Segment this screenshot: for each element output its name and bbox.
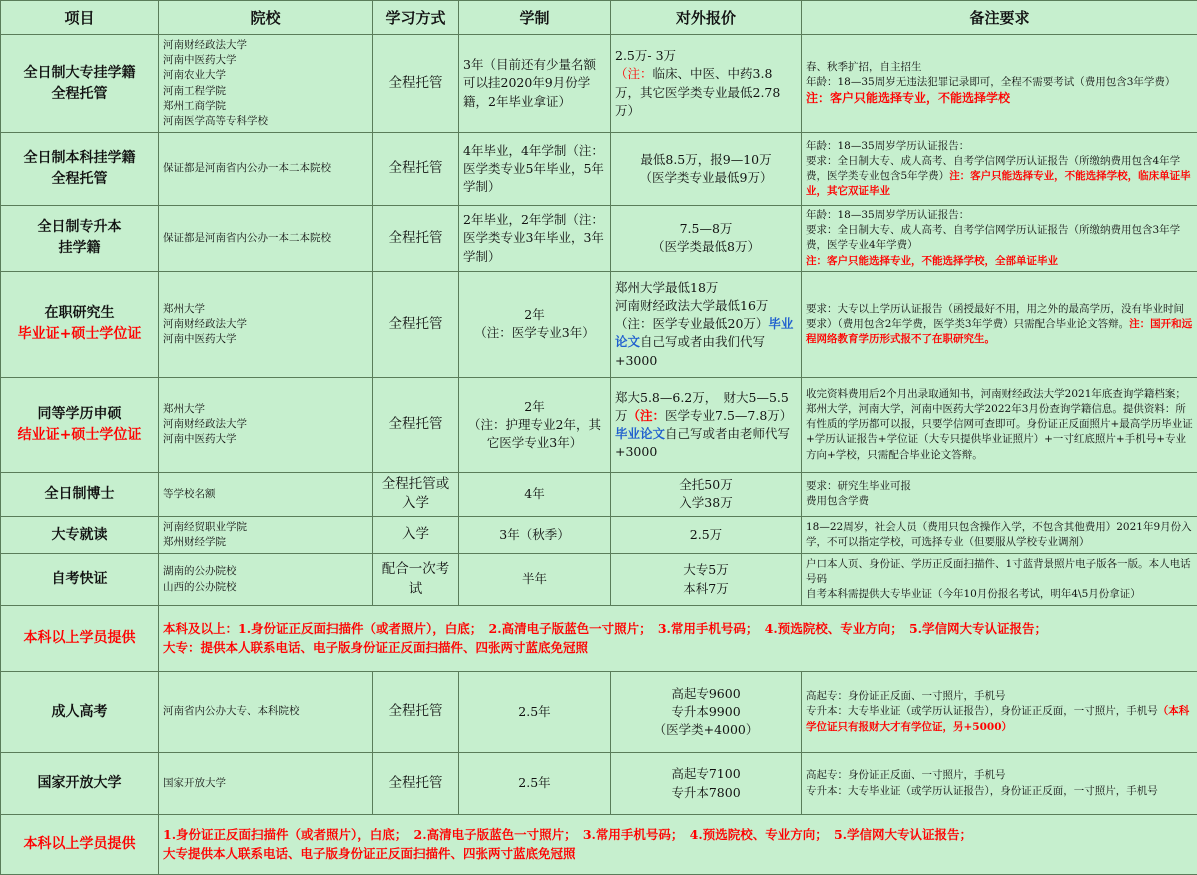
note-line: 年龄：18—35周岁学历认证报告： [806, 139, 1193, 154]
notes-cell: 收完资料费用后2个月出录取通知书，河南财经政法大学2021年底查询学籍档案；郑州大学，河南大学，河南中医药大学2022年3月份查询学籍信息。提供资料：所有性质的学历都可以报，只要学信网可查即可。身份证正反面照片+最高学历毕业证+学历认证报告+学位证（大专只提供毕业证照片）+一寸红底照片+手机号+专业方向+学校，只需配合毕业论文答辩。 [802, 377, 1197, 472]
project-cell: 自考快证 [1, 554, 159, 606]
requirements-line: 大专提供本人联系电话、电子版身份证正反面扫描件、四张两寸蓝底免冠照 [163, 845, 1193, 863]
school-item: 河南财经政法大学 [163, 317, 368, 332]
header-notes: 备注要求 [802, 1, 1197, 35]
schools-cell: 国家开放大学 [159, 753, 373, 815]
project-cell: 全日制博士 [1, 472, 159, 516]
note-line: 自考本科需提供大专毕业证（今年10月份报名考试，明年4\5月份拿证） [806, 587, 1193, 602]
table-row [1, 271, 1197, 377]
project-line: 同等学历申硕 [5, 404, 154, 425]
price-line: 郑州大学最低18万 [615, 279, 797, 297]
table-row [1, 472, 1197, 516]
schools-cell [159, 517, 373, 554]
school-item: 郑州财经学院 [163, 535, 368, 550]
notes-cell [802, 753, 1197, 815]
note-line: 要求：全日制大专、成人高考、自考学信网学历认证报告（所缴纳费用包含3年学费，医学专业4年学费） [806, 223, 1193, 253]
note-red: （本科学位证只有报财大才有学位证，另+5000） [806, 705, 1189, 732]
price-note: 医学专业7.5—7.8万） [665, 408, 792, 423]
school-item: 郑州大学 [163, 402, 368, 417]
method-cell: 全程托管 [373, 271, 459, 377]
notes-cell [802, 271, 1197, 377]
school-item: 河南经贸职业学院 [163, 520, 368, 535]
note-line: 专升本：大专毕业证（或学历认证报告），身份证正反面，一寸照片，手机号 [806, 705, 1158, 717]
price-line: 本科7万 [615, 580, 797, 598]
method-cell: 全程托管 [373, 206, 459, 272]
project-line: 全程托管 [5, 169, 154, 190]
requirements-line: 大专：提供本人联系电话、电子版身份证正反面扫描件、四张两寸蓝底免冠照 [163, 639, 1193, 657]
price-line: 河南财经政法大学最低16万（注：医学专业最低20万） [615, 298, 768, 331]
note-line: 高起专：身份证正反面、一寸照片，手机号 [806, 768, 1193, 783]
duration-cell: 4年 [459, 472, 611, 516]
notes-cell [802, 35, 1197, 133]
paper-label: 毕业论文 [615, 316, 793, 349]
note-line: 费用包含学费 [806, 494, 1193, 509]
note-red: 注：客户只能选择专业，不能选择学校，全部单证毕业 [806, 255, 1058, 267]
requirements-row [1, 606, 1197, 672]
duration-cell: 3年（目前还有少量名额可以挂2020年9月份学籍，2年毕业拿证） [459, 35, 611, 133]
price-cell [611, 672, 802, 753]
price-cell [611, 554, 802, 606]
duration-cell [459, 271, 611, 377]
price-line: 高起专9600 [615, 685, 797, 703]
note-line: 要求：全日制大专、成人高考、自考学信网学历认证报告（所缴纳费用包含4年学费，医学类专业包含5年学费） [806, 155, 1180, 182]
price-cell [611, 753, 802, 815]
note-red: 注：国开和远程网络教育学历形式报不了在职研究生。 [806, 318, 1192, 345]
duration-cell: 3年（秋季） [459, 517, 611, 554]
price-note-label: （注： [628, 408, 666, 423]
price-line: 大专5万 [615, 561, 797, 579]
price-line: 高起专7100 [615, 765, 797, 783]
note-line: 年龄：18—35周岁无违法犯罪记录即可，全程不需要考试（费用包含3年学费） [806, 76, 1175, 88]
price-line: （医学类专业最低9万） [615, 169, 797, 187]
price-line: 自己写或者由我们代写+3000 [615, 334, 765, 367]
project-cell [1, 377, 159, 472]
header-duration: 学制 [459, 1, 611, 35]
method-cell: 全程托管或入学 [373, 472, 459, 516]
header-project: 项目 [1, 1, 159, 35]
price-line: （医学类+4000） [615, 721, 797, 739]
school-item: 河南财经政法大学 [163, 38, 368, 53]
duration-line: 2年 [463, 398, 606, 416]
note-red: 注：客户只能选择专业，不能选择学校，临床单证毕业，其它双证毕业 [806, 170, 1191, 197]
header-schools: 院校 [159, 1, 373, 35]
note-line: 专升本：大专毕业证（或学历认证报告），身份证正反面，一寸照片，手机号 [806, 784, 1193, 799]
paper-label: 毕业论文 [615, 426, 665, 441]
note-line: 要求：大专以上学历认证报告（函授最好不用，用之外的最高学历，没有毕业时间要求）（费用包含2年学费，医学类3年学费）只需配合毕业论文答辩。 [806, 303, 1184, 330]
duration-line: （注：护理专业2年，其它医学专业3年） [463, 416, 606, 452]
duration-cell: 2.5年 [459, 753, 611, 815]
schools-cell [159, 554, 373, 606]
notes-cell [802, 472, 1197, 516]
method-cell: 配合一次考试 [373, 554, 459, 606]
method-cell: 全程托管 [373, 753, 459, 815]
project-line: 全日制专升本 [5, 217, 154, 238]
requirements-text [159, 606, 1197, 672]
project-cell: 大专就读 [1, 517, 159, 554]
requirements-text [159, 815, 1197, 875]
project-line: 全程托管 [5, 84, 154, 105]
notes-cell: 18—22周岁，社会人员（费用只包含操作入学，不包含其他费用）2021年9月份入学，不可以指定学校，可选择专业（但要服从学校专业调剂） [802, 517, 1197, 554]
price-main: 2.5万- 3万 [615, 47, 797, 65]
duration-cell: 2年毕业，2年学制（注：医学类专业3年毕业，3年学制） [459, 206, 611, 272]
note-red: 注：客户只能选择专业，不能选择学校 [806, 91, 1010, 105]
method-cell: 全程托管 [373, 377, 459, 472]
school-item: 河南工程学院 [163, 84, 368, 99]
school-item: 河南中医药大学 [163, 332, 368, 347]
project-line: 毕业证+硕士学位证 [5, 324, 154, 345]
price-line: 自己写或者由老师代写+3000 [615, 426, 790, 459]
duration-line: （注：医学专业3年） [463, 324, 606, 342]
price-line: 专升本7800 [615, 784, 797, 802]
schools-cell [159, 377, 373, 472]
duration-line: 2年 [463, 306, 606, 324]
method-cell: 全程托管 [373, 672, 459, 753]
schools-cell: 保证都是河南省内公办一本二本院校 [159, 206, 373, 272]
header-price: 对外报价 [611, 1, 802, 35]
school-item: 河南农业大学 [163, 68, 368, 83]
note-line: 户口本人页、身份证、学历正反面扫描件、1寸蓝背景照片电子版各一版。本人电话号码 [806, 557, 1193, 587]
duration-cell: 2.5年 [459, 672, 611, 753]
duration-cell: 半年 [459, 554, 611, 606]
price-note-label: （注： [615, 66, 653, 81]
requirements-label: 本科以上学员提供 [1, 815, 159, 875]
price-cell [611, 35, 802, 133]
schools-cell: 河南省内公办大专、本科院校 [159, 672, 373, 753]
table-row [1, 672, 1197, 753]
project-cell: 成人高考 [1, 672, 159, 753]
project-cell [1, 271, 159, 377]
price-cell [611, 133, 802, 206]
school-item: 河南财经政法大学 [163, 417, 368, 432]
price-line: 最低8.5万，报9—10万 [615, 151, 797, 169]
price-line: 入学38万 [615, 494, 797, 512]
price-line: 全托50万 [615, 476, 797, 494]
price-cell [611, 206, 802, 272]
price-line: 专升本9900 [615, 703, 797, 721]
table-row [1, 517, 1197, 554]
method-cell: 全程托管 [373, 133, 459, 206]
notes-cell [802, 206, 1197, 272]
table-row [1, 377, 1197, 472]
method-cell: 全程托管 [373, 35, 459, 133]
price-cell [611, 472, 802, 516]
method-cell: 入学 [373, 517, 459, 554]
price-note: 临床、中医、中药3.8万，其它医学类专业最低2.78万） [615, 66, 780, 117]
project-line: 结业证+硕士学位证 [5, 425, 154, 446]
requirements-line: 本科及以上：1.身份证正反面扫描件（或者照片），白底； 2.高清电子版蓝色一寸照片； 3.常用手机号码； 4.预选院校、专业方向； 5.学信网大专认证报告； [163, 620, 1193, 638]
project-cell [1, 133, 159, 206]
note-line: 高起专：身份证正反面、一寸照片，手机号 [806, 689, 1193, 704]
duration-cell [459, 377, 611, 472]
requirements-label: 本科以上学员提供 [1, 606, 159, 672]
requirements-line: 1.身份证正反面扫描件（或者照片），白底； 2.高清电子版蓝色一寸照片； 3.常用手机号码； 4.预选院校、专业方向； 5.学信网大专认证报告； [163, 826, 1193, 844]
project-line: 挂学籍 [5, 238, 154, 259]
school-item: 山西的公办院校 [163, 580, 368, 595]
project-line: 在职研究生 [5, 303, 154, 324]
price-cell [611, 377, 802, 472]
table-row [1, 554, 1197, 606]
school-item: 湖南的公办院校 [163, 564, 368, 579]
project-cell: 国家开放大学 [1, 753, 159, 815]
project-line: 全日制大专挂学籍 [5, 63, 154, 84]
notes-cell [802, 133, 1197, 206]
header-method: 学习方式 [373, 1, 459, 35]
project-cell [1, 35, 159, 133]
header-row [1, 1, 1197, 35]
school-item: 河南中医药大学 [163, 432, 368, 447]
table-row [1, 35, 1197, 133]
schools-cell: 保证都是河南省内公办一本二本院校 [159, 133, 373, 206]
school-item: 河南医学高等专科学校 [163, 114, 368, 129]
project-cell [1, 206, 159, 272]
table-row [1, 753, 1197, 815]
schools-cell [159, 35, 373, 133]
project-line: 全日制本科挂学籍 [5, 148, 154, 169]
schools-cell [159, 271, 373, 377]
school-item: 郑州大学 [163, 302, 368, 317]
schools-cell: 等学校名额 [159, 472, 373, 516]
table-row [1, 206, 1197, 272]
price-line: 郑大5.8—6.2万， 财大5—5.5万 [615, 390, 789, 423]
notes-cell [802, 672, 1197, 753]
note-line: 年龄：18—35周岁学历认证报告： [806, 208, 1193, 223]
notes-cell [802, 554, 1197, 606]
price-cell [611, 271, 802, 377]
price-line: 7.5—8万 [615, 220, 797, 238]
price-line: （医学类最低8万） [615, 238, 797, 256]
school-item: 河南中医药大学 [163, 53, 368, 68]
price-cell: 2.5万 [611, 517, 802, 554]
school-item: 郑州工商学院 [163, 99, 368, 114]
table-row [1, 133, 1197, 206]
duration-cell: 4年毕业，4年学制（注：医学类专业5年毕业，5年学制） [459, 133, 611, 206]
note-line: 春、秋季扩招，自主招生 [806, 60, 1193, 75]
note-line: 要求：研究生毕业可报 [806, 479, 1193, 494]
requirements-row [1, 815, 1197, 875]
